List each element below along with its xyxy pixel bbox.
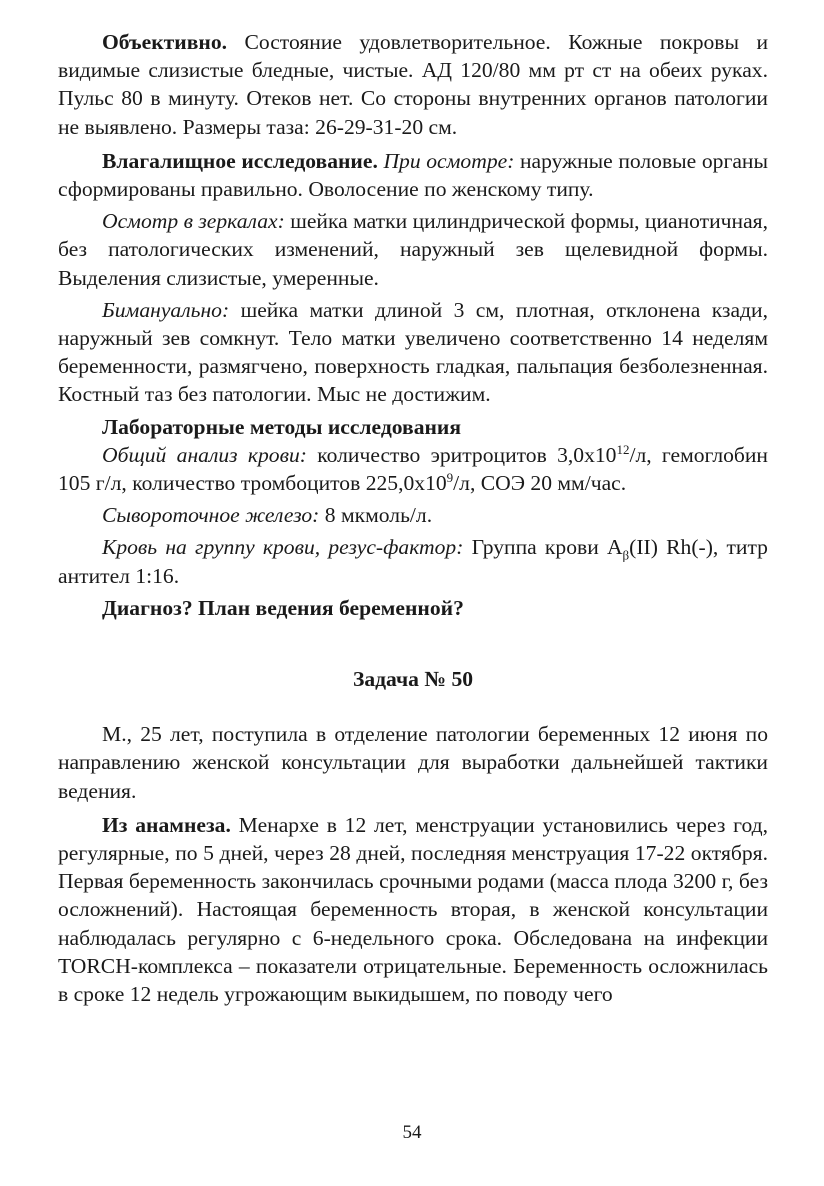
blood-label: Общий анализ крови:	[102, 442, 307, 467]
objective-label: Объективно.	[102, 30, 228, 54]
mirror-label: Осмотр в зеркалах:	[102, 209, 285, 234]
blood-group-label: Кровь на группу крови, резус-фактор:	[102, 535, 464, 560]
page-number: 54	[402, 1122, 422, 1143]
vaginal-paragraph	[58, 147, 768, 203]
mirror-text: шейка матки цилиндрической формы, цианотичная, без патологических изменений, наружный зев щелевидной формы. Выделения слизистые, умеренные.	[58, 209, 768, 290]
document-page	[58, 28, 768, 1008]
bimanual-paragraph	[58, 296, 768, 409]
intro-paragraph: М., 25 лет, поступила в отделение патологии беременных 12 июня по направлению женской консультации для выработки дальнейшей тактики ведения.	[58, 722, 768, 803]
blood-group-paragraph	[58, 533, 768, 589]
blood-text-1: количество эритроцитов 3,0x10	[306, 442, 617, 467]
task-title: Задача № 50	[352, 667, 474, 692]
iron-text: 8 мкмоль/л.	[319, 503, 433, 528]
blood-group-text-2: (II) Rh(-), титр антител 1:16.	[58, 535, 768, 588]
bimanual-label: Бимануально:	[102, 297, 230, 322]
anamnesis-label: Из анамнеза.	[102, 812, 231, 837]
mirror-paragraph	[58, 207, 768, 292]
blood-text-2: /л, гемоглобин 105 г/л, количество тромбоцитов 225,0x10	[58, 442, 768, 496]
blood-exponent-2: 9	[446, 469, 454, 485]
objective-paragraph	[58, 28, 768, 141]
bimanual-text: шейка матки длиной 3 см, плотная, отклонена кзади, наружный зев сомкнут. Тело матки увеличено соответственно 14 неделям беременности, размягчено, поверхность гладкая, пальпация безболезненная. Костный таз без патологии. Мыс не достижим.	[58, 297, 768, 407]
blood-group-subscript: β	[622, 547, 630, 563]
question-line: Диагноз? План ведения беременной?	[102, 595, 464, 620]
lab-section-title: Лабораторные методы исследования	[102, 414, 462, 439]
objective-text: Состояние удовлетворительное. Кожные покровы и видимые слизистые бледные, чистые. АД 120/80 мм рт ст на обеих руках. Пульс 80 в минуту. Отеков нет. Со стороны внутренних органов патологии не выявлено. Размеры таза: 26-29-31-20 см.	[58, 30, 768, 139]
blood-group-text-1: Группа крови A	[463, 535, 623, 560]
iron-label: Сывороточное железо:	[102, 503, 320, 528]
vaginal-sublabel: При осмотре:	[377, 148, 515, 173]
vaginal-text: наружные половые органы сформированы правильно. Оволосение по женскому типу.	[58, 148, 768, 202]
anamnesis-paragraph	[58, 811, 768, 1008]
blood-analysis-paragraph	[58, 441, 768, 497]
anamnesis-text: Менархе в 12 лет, менструации установились через год, регулярные, по 5 дней, через 28 дней, последняя менструация 17-22 октября. Первая беременность закончилась срочными родами (масса плода 3200 г, без осложнений). Настоящая беременность вторая, в женской консультации наблюдалась регулярно с 6-недельного срока. Обследована на инфекции TORCH-комплекса – показатели отрицательные. Беременность осложнилась в сроке 12 недель угрожающим выкидышем, по поводу чего	[58, 812, 769, 1007]
vaginal-label: Влагалищное исследование.	[102, 148, 378, 173]
blood-exponent-1: 12	[616, 441, 630, 457]
blood-text-3: /л, СОЭ 20 мм/час.	[453, 471, 627, 496]
iron-paragraph	[58, 501, 768, 529]
